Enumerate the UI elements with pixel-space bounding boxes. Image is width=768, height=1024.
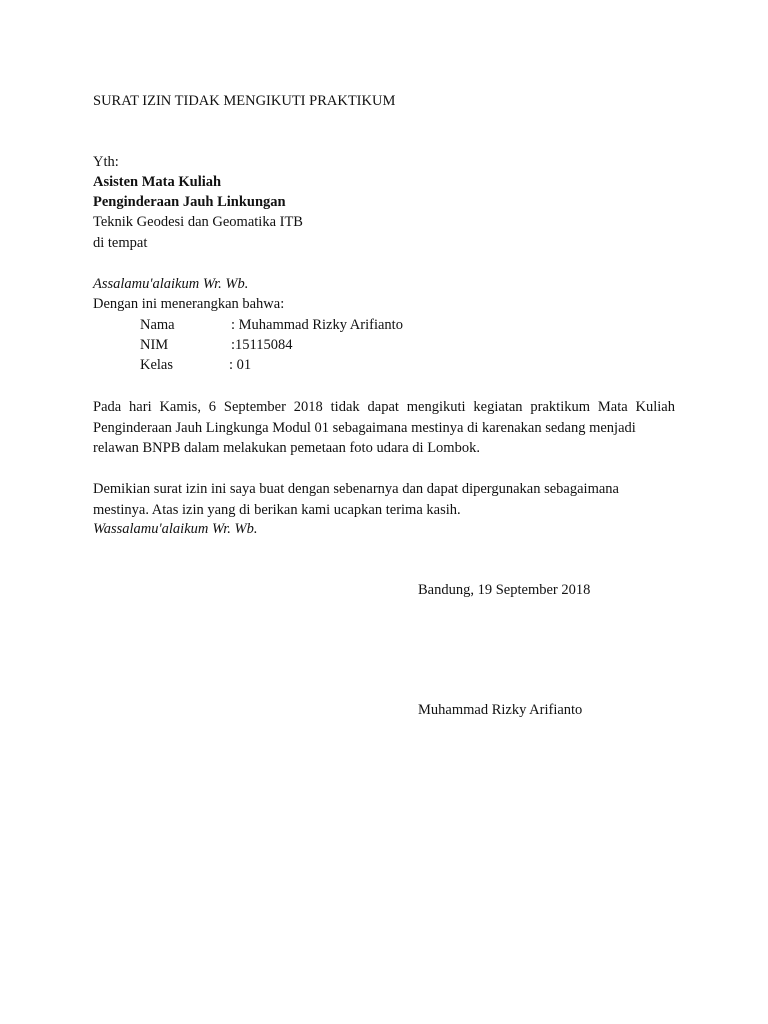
recipient-line-3: Teknik Geodesi dan Geomatika ITB [93,214,303,230]
recipient-line-4: di tempat [93,235,148,251]
closing-greeting: Wassalamu'alaikum Wr. Wb. [93,521,258,537]
field-value-nim: :15115084 [231,337,293,353]
body-paragraph-2-main: Demikian surat izin ini saya buat dengan sebenarnya dan dapat dipergunakan sebagaimana [93,481,619,497]
field-label-nim: NIM [140,337,169,353]
body-paragraph-2 [93,479,675,520]
letter-title: SURAT IZIN TIDAK MENGIKUTI PRAKTIKUM [93,93,396,109]
field-value-kelas: : 01 [229,357,252,373]
field-value-nama: : Muhammad Rizky Arifianto [231,317,403,333]
body-paragraph-1-last-line: relawan BNPB dalam melakukan pemetaan foto udara di Lombok. [93,440,480,456]
signer-name: Muhammad Rizky Arifianto [418,702,583,718]
intro-text: Dengan ini menerangkan bahwa: [93,296,285,312]
recipient-line-2: Penginderaan Jauh Linkungan [93,194,286,210]
body-paragraph-2-last-line: mestinya. Atas izin yang di berikan kami ucapkan terima kasih. [93,501,461,518]
body-paragraph-1-main: Pada hari Kamis, 6 September 2018 tidak dapat mengikuti kegiatan praktikum Mata Kuliah Penginderaan Jauh Lingkunga Modul 01 sebagaimana mestinya di karenakan sedang menjadi [93,399,675,436]
recipient-salutation: Yth: [93,154,119,170]
field-label-kelas: Kelas [140,357,174,373]
place-date: Bandung, 19 September 2018 [418,582,591,598]
recipient-line-1: Asisten Mata Kuliah [93,174,222,190]
opening-greeting: Assalamu'alaikum Wr. Wb. [93,276,249,292]
field-label-nama: Nama [140,317,175,333]
body-paragraph-1 [93,397,675,459]
